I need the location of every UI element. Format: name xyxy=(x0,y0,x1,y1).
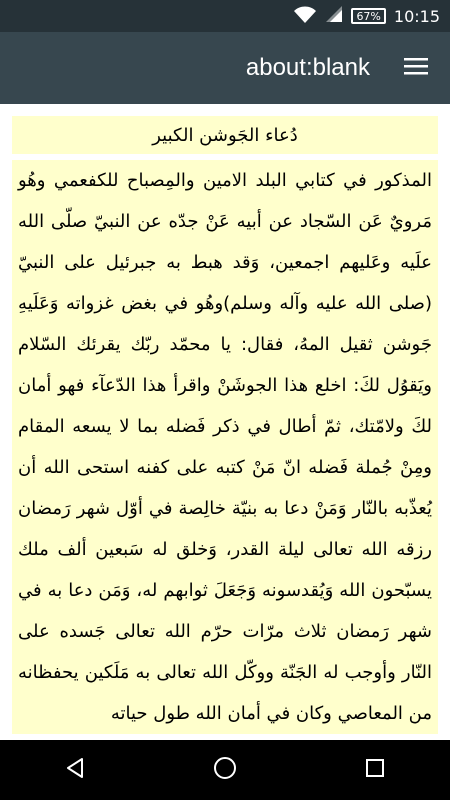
menu-icon xyxy=(404,57,428,79)
battery-level: 67% xyxy=(356,9,381,23)
clock: 10:15 xyxy=(393,6,440,26)
status-bar xyxy=(0,0,450,32)
recents-icon xyxy=(365,758,385,782)
home-button[interactable] xyxy=(195,740,255,800)
signal-icon xyxy=(325,5,343,27)
menu-button[interactable] xyxy=(388,40,444,96)
page-title: about:blank xyxy=(245,54,370,81)
home-icon xyxy=(213,756,237,784)
prayer-text: المذكور في كتابي البلد الامين والمِصباح للكفعمي وهُو مَرويٌ عَن السّجاد عن أبيه عَنْ جدّه عن النبيّ صلّى الله علَيه وعَليهم اجمعين، وَقد هبط به جبرئيل على النبيّ (صلى الله عليه وآله وسلم)وهُو في بغض غزواته وَعَلَيهِ جَوشن ثقيل المهُ، فقال: يا محمّد ربّك يقرئك السّلام ويَقوُل لكَ: اخلع هذا الجوشَنْ واقرأ هذا الدّعآء فهو أمان لكَ ولامّتك، ثمّ أطال في ذكر فَضله بما لا يسعه المقام ومِنْ جُملة فَضله انّ مَنْ كتبه على كفنه استحى الله أن يُعذّبه بالنّار وَمَنْ دعا به بنيّة خالِصة في أوّل شهر رَمضان رزقه الله تعالى ليلة القدر، وَخلق له سَبعين ألف ملك يسبّحون الله وَيُقدسونه وَجَعَلَ ثوابهم له، وَمَن دعا به في شهر رَمضان ثلاث مرّات حرّم الله تعالى جَسده على النّار وأوجب له الجَنّة ووكّل الله تعالى به مَلَكين يحفظانه من المعاصي وكان في أمان الله طول حياته xyxy=(12,160,438,734)
back-icon xyxy=(64,757,86,783)
recents-button[interactable] xyxy=(345,740,405,800)
status-icons xyxy=(293,0,440,32)
prayer-heading: دُعاء الجَوشن الكبير xyxy=(12,116,438,154)
wifi-icon xyxy=(293,4,317,28)
navigation-bar xyxy=(0,740,450,800)
back-button[interactable] xyxy=(45,740,105,800)
app-bar xyxy=(0,32,450,104)
battery-icon xyxy=(351,8,385,24)
web-content[interactable] xyxy=(0,104,450,740)
